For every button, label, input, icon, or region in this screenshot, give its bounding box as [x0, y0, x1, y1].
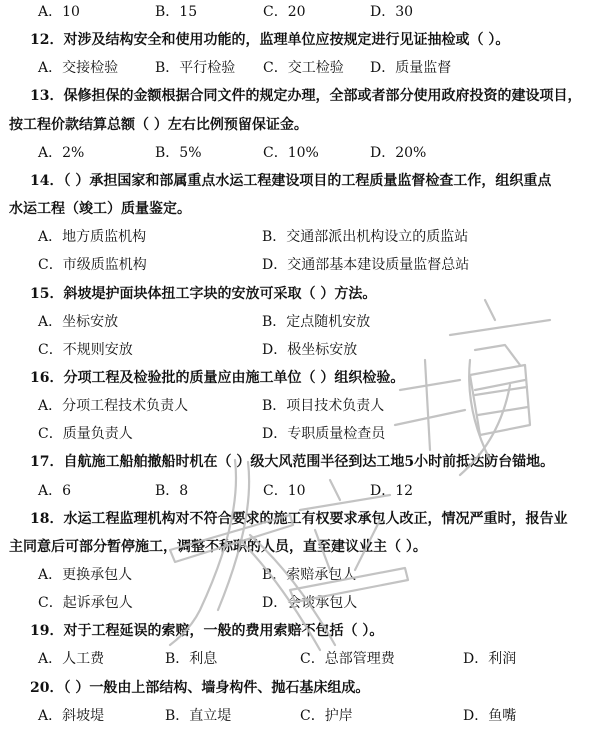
answer-option: D．质量监督: [370, 60, 452, 77]
answer-option: A．分项工程技术负责人: [38, 398, 189, 415]
answer-option: A．交接检验: [38, 60, 119, 77]
answer-option: B．8: [155, 482, 189, 499]
answer-option: D．专职质量检查员: [262, 426, 386, 443]
answer-option: C．交工检验: [263, 60, 344, 77]
answer-option: B．利息: [165, 651, 218, 668]
question-stem: 14．（ ）承担国家和部属重点水运工程建设项目的工程质量监督检查工作，组织重点: [30, 172, 552, 189]
answer-options-row: [0, 420, 606, 448]
answer-option: B．定点随机安放: [262, 313, 371, 330]
answer-option: C．起诉承包人: [38, 595, 133, 612]
answer-options-row: [0, 308, 606, 336]
answer-options-row: [0, 477, 606, 505]
answer-options-row: [0, 0, 606, 26]
answer-option: D．鱼嘴: [463, 707, 517, 724]
question-stem-continued: 按工程价款结算总额（ ）左右比例预留保证金。: [9, 116, 308, 133]
answer-option: A．更换承包人: [38, 567, 133, 583]
answer-option: B．项目技术负责人: [262, 398, 385, 415]
answer-option: B．15: [155, 4, 198, 20]
answer-option: A．6: [38, 482, 72, 499]
answer-options-row: [0, 589, 606, 617]
answer-options-row: [0, 251, 606, 279]
answer-option: C．总部管理费: [300, 651, 395, 668]
answer-options-row: [0, 54, 606, 82]
answer-option: B．直立堤: [165, 707, 232, 724]
answer-options-row: [0, 139, 606, 167]
answer-option: C．20: [263, 4, 306, 20]
answer-option: A．坐标安放: [38, 313, 119, 330]
answer-options-row: [0, 392, 606, 420]
answer-options-row: [0, 336, 606, 364]
answer-options-row: [0, 645, 606, 673]
answer-option: A．10: [38, 4, 80, 20]
answer-option: D．会谈承包人: [262, 595, 358, 612]
answer-options-row: [0, 561, 606, 589]
answer-option: D．极坐标安放: [262, 341, 358, 358]
answer-option: C．护岸: [300, 707, 353, 724]
question-stem: 17．自航施工船舶撤船时机在（ ）级大风范围半径到达工地5小时前抵达防台锚地。: [30, 454, 555, 471]
answer-options-row: [0, 223, 606, 251]
answer-option: A．斜坡堤: [38, 707, 105, 724]
answer-option: B．5%: [155, 144, 202, 161]
answer-option: C．10%: [263, 144, 319, 161]
answer-option: B．平行检验: [155, 60, 236, 77]
answer-option: C．10: [263, 482, 306, 499]
answer-option: A．2%: [38, 144, 85, 161]
question-stem: 18．水运工程监理机构对不符合要求的施工有权要求承包人改正，情况严重时，报告业: [30, 510, 568, 527]
answer-option: D．20%: [370, 144, 427, 161]
answer-option: C．不规则安放: [38, 341, 133, 358]
question-stem: 13．保修担保的金额根据合同文件的规定办理，全部或者部分使用政府投资的建设项目，: [30, 88, 582, 105]
question-stem: 19．对于工程延误的索赔，一般的费用索赔不包括（ ）。: [30, 623, 384, 640]
question-stem-continued: 主同意后可部分暂停施工，调整不称职的人员，直至建议业主（ ）。: [9, 538, 427, 555]
answer-options-row: [0, 702, 606, 730]
answer-option: D．利润: [463, 651, 517, 668]
answer-option: A．地方质监机构: [38, 229, 147, 246]
question-stem: 20．（ ）一般由上部结构、墙身构件、抛石基床组成。: [30, 679, 370, 696]
question-stem: 15．斜坡堤护面块体扭工字块的安放可采取（ ）方法。: [30, 285, 377, 302]
answer-option: D．30: [370, 4, 414, 20]
answer-option: B．索赔承包人: [262, 567, 357, 583]
answer-option: D．12: [370, 482, 414, 499]
answer-option: C．质量负责人: [38, 426, 133, 443]
answer-option: B．交通部派出机构设立的质监站: [262, 229, 469, 246]
answer-option: A．人工费: [38, 651, 105, 668]
answer-option: C．市级质监机构: [38, 257, 147, 274]
question-stem: 12．对涉及结构安全和使用功能的，监理单位应按规定进行见证抽检或（ ）。: [30, 32, 510, 49]
answer-option: D．交通部基本建设质量监督总站: [262, 257, 470, 274]
question-stem-continued: 水运工程（竣工）质量鉴定。: [9, 201, 191, 218]
question-stem: 16．分项工程及检验批的质量应由施工单位（ ）组织检验。: [30, 369, 405, 386]
